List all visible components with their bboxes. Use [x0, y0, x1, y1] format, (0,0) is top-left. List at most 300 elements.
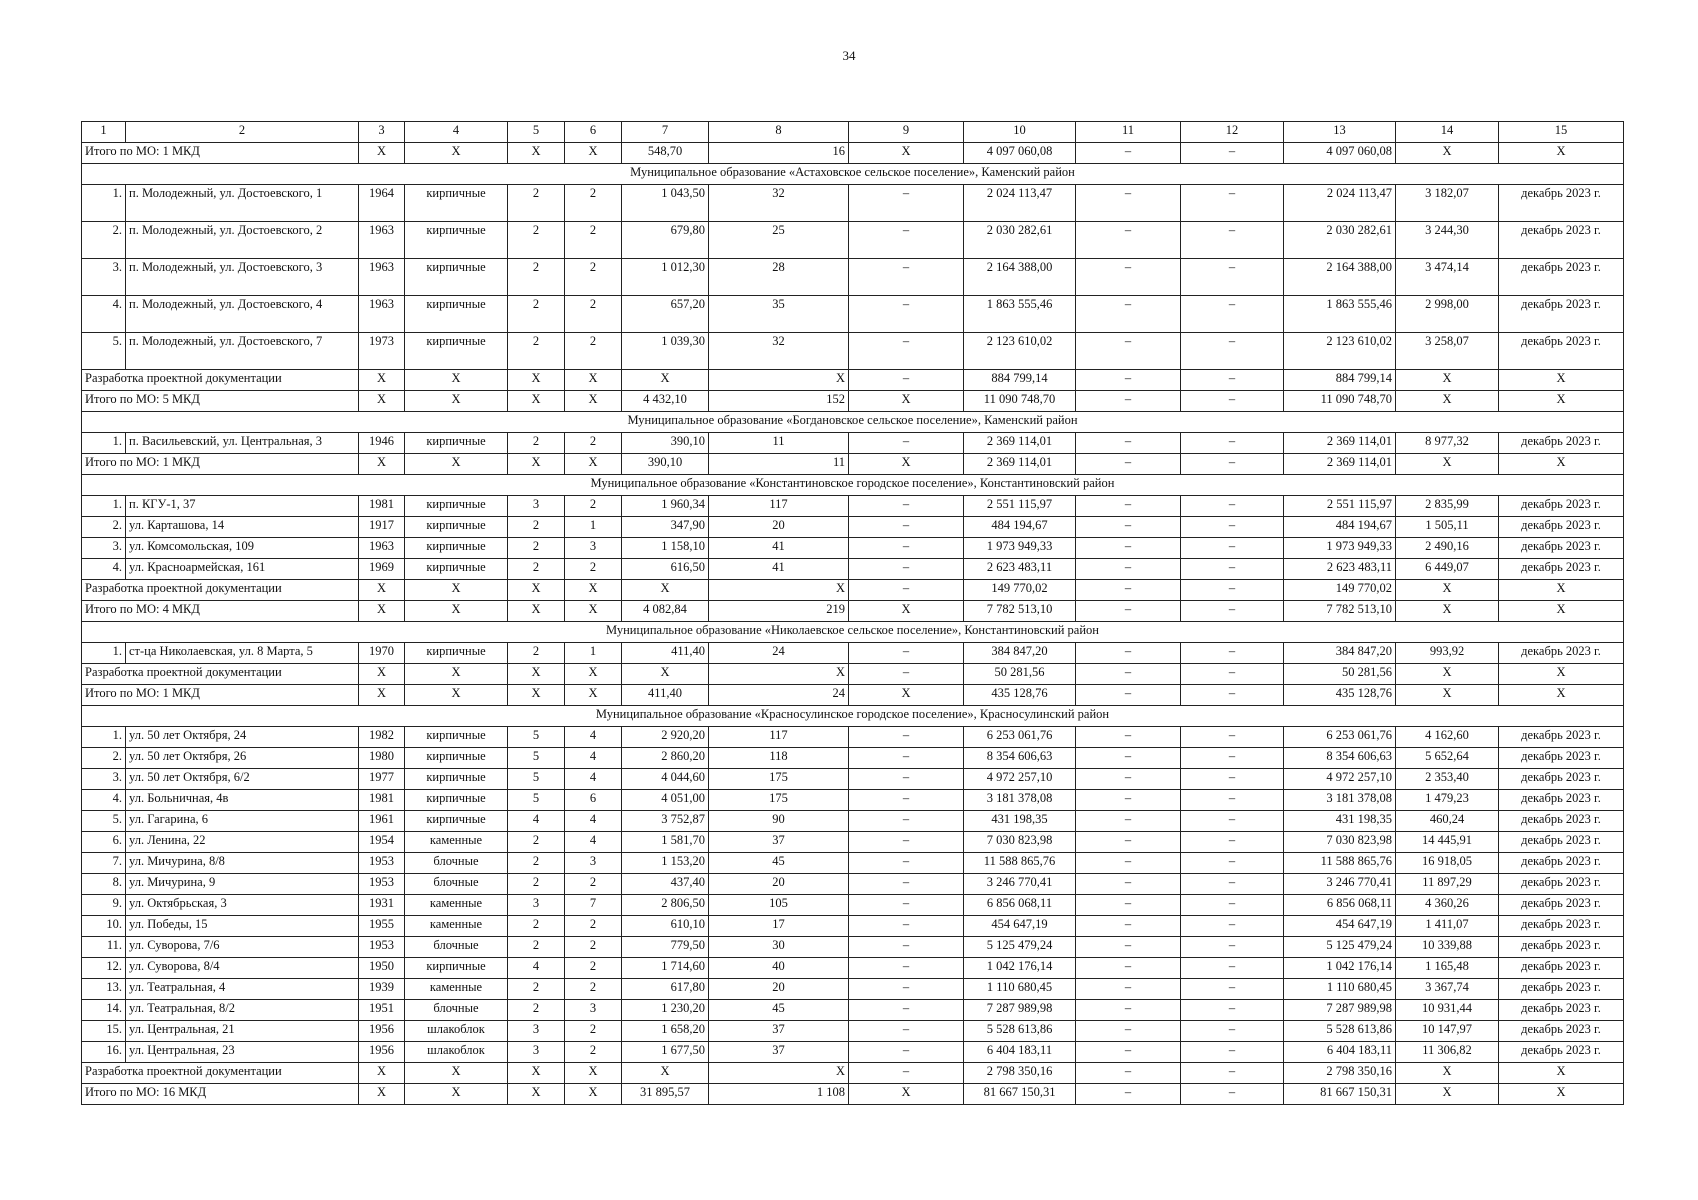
row-number: 5.	[82, 811, 126, 832]
table-cell: 2	[508, 538, 565, 559]
table-cell: 1980	[359, 748, 405, 769]
row-number: 16.	[82, 1042, 126, 1063]
table-cell: 2 490,16	[1396, 538, 1499, 559]
table-cell: 1953	[359, 853, 405, 874]
table-row	[82, 1000, 1624, 1021]
row-number: 1.	[82, 185, 126, 222]
table-cell: 4	[565, 811, 622, 832]
table-cell: шлакоблок	[405, 1021, 508, 1042]
table-cell: блочные	[405, 853, 508, 874]
table-cell: 4	[508, 811, 565, 832]
table-cell: 657,20	[622, 296, 709, 333]
table-cell: 14 445,91	[1396, 832, 1499, 853]
table-cell: X	[1396, 391, 1499, 412]
address-cell: ул. Октябрьская, 3	[126, 895, 359, 916]
address-cell: ул. Центральная, 23	[126, 1042, 359, 1063]
table-cell: 484 194,67	[964, 517, 1076, 538]
table-cell: 105	[709, 895, 849, 916]
table-cell: 37	[709, 832, 849, 853]
table-cell: 2 123 610,02	[964, 333, 1076, 370]
table-cell: 6 404 183,11	[964, 1042, 1076, 1063]
table-cell: –	[1076, 811, 1181, 832]
table-cell: 1950	[359, 958, 405, 979]
table-cell: кирпичные	[405, 185, 508, 222]
table-cell: 3 182,07	[1396, 185, 1499, 222]
table-cell: 11	[709, 433, 849, 454]
table-cell: 175	[709, 769, 849, 790]
table-cell: 435 128,76	[1284, 685, 1396, 706]
table-cell: 2	[565, 433, 622, 454]
table-cell: –	[1181, 1042, 1284, 1063]
address-cell: ул. 50 лет Октября, 24	[126, 727, 359, 748]
table-cell: 2 551 115,97	[1284, 496, 1396, 517]
address-cell: ул. Суворова, 8/4	[126, 958, 359, 979]
table-cell: –	[849, 259, 964, 296]
table-cell: X	[565, 391, 622, 412]
table-cell: 149 770,02	[964, 580, 1076, 601]
table-cell: кирпичные	[405, 958, 508, 979]
housing-repair-table	[81, 121, 1624, 1105]
table-cell: X	[1499, 370, 1624, 391]
section-header-row	[82, 475, 1624, 496]
table-cell: X	[405, 143, 508, 164]
table-cell: 484 194,67	[1284, 517, 1396, 538]
table-cell: –	[849, 433, 964, 454]
table-cell: 2	[508, 832, 565, 853]
table-cell: –	[1076, 1063, 1181, 1084]
table-cell: 384 847,20	[964, 643, 1076, 664]
address-cell: ул. Центральная, 21	[126, 1021, 359, 1042]
table-cell: X	[1396, 580, 1499, 601]
table-cell: 10 931,44	[1396, 1000, 1499, 1021]
table-cell: 1 658,20	[622, 1021, 709, 1042]
table-cell: декабрь 2023 г.	[1499, 643, 1624, 664]
table-cell: –	[849, 643, 964, 664]
table-cell: 5 528 613,86	[1284, 1021, 1396, 1042]
address-cell: ул. Победы, 15	[126, 916, 359, 937]
table-cell: –	[849, 296, 964, 333]
table-cell: –	[1076, 559, 1181, 580]
table-cell: 2	[508, 643, 565, 664]
section-title: Муниципальное образование «Астаховское сельское поселение», Каменский район	[82, 164, 1624, 185]
table-cell: –	[1076, 748, 1181, 769]
row-number: 7.	[82, 853, 126, 874]
row-number: 3.	[82, 259, 126, 296]
address-cell: п. КГУ-1, 37	[126, 496, 359, 517]
row-number: 2.	[82, 222, 126, 259]
table-cell: 1 863 555,46	[1284, 296, 1396, 333]
table-cell: 30	[709, 937, 849, 958]
table-cell: –	[1076, 769, 1181, 790]
table-cell: 4 972 257,10	[1284, 769, 1396, 790]
table-cell: –	[1076, 853, 1181, 874]
table-cell: 884 799,14	[1284, 370, 1396, 391]
table-cell: X	[405, 664, 508, 685]
table-cell: декабрь 2023 г.	[1499, 874, 1624, 895]
table-cell: X	[622, 580, 709, 601]
row-number: 15.	[82, 1021, 126, 1042]
table-cell: 1	[565, 517, 622, 538]
table-cell: 6 856 068,11	[964, 895, 1076, 916]
table-cell: –	[849, 811, 964, 832]
table-cell: 16 918,05	[1396, 853, 1499, 874]
table-cell: X	[1396, 664, 1499, 685]
table-cell: кирпичные	[405, 259, 508, 296]
table-cell: –	[1181, 601, 1284, 622]
table-cell: 5	[508, 748, 565, 769]
table-cell: 41	[709, 559, 849, 580]
address-cell: ст-ца Николаевская, ул. 8 Марта, 5	[126, 643, 359, 664]
table-cell: 50 281,56	[1284, 664, 1396, 685]
column-number-cell: 5	[508, 122, 565, 143]
table-row	[82, 895, 1624, 916]
table-cell: –	[1076, 222, 1181, 259]
address-cell: ул. 50 лет Октября, 6/2	[126, 769, 359, 790]
table-cell: 7 030 823,98	[964, 832, 1076, 853]
address-cell: ул. Комсомольская, 109	[126, 538, 359, 559]
table-cell: 2 164 388,00	[964, 259, 1076, 296]
table-cell: –	[1076, 185, 1181, 222]
table-cell: 35	[709, 296, 849, 333]
table-cell: –	[1181, 685, 1284, 706]
table-cell: 8 354 606,63	[1284, 748, 1396, 769]
table-cell: 3	[508, 496, 565, 517]
table-cell: –	[849, 559, 964, 580]
table-cell: 1 042 176,14	[1284, 958, 1396, 979]
table-cell: 435 128,76	[964, 685, 1076, 706]
table-cell: 175	[709, 790, 849, 811]
table-cell: декабрь 2023 г.	[1499, 727, 1624, 748]
table-cell: X	[405, 1063, 508, 1084]
table-cell: 50 281,56	[964, 664, 1076, 685]
table-cell: 460,24	[1396, 811, 1499, 832]
table-cell: декабрь 2023 г.	[1499, 433, 1624, 454]
table-cell: 6	[565, 790, 622, 811]
table-cell: 2	[565, 958, 622, 979]
table-cell: декабрь 2023 г.	[1499, 496, 1624, 517]
table-cell: –	[1181, 296, 1284, 333]
table-cell: –	[849, 496, 964, 517]
row-number: 11.	[82, 937, 126, 958]
table-cell: 2	[508, 259, 565, 296]
table-cell: X	[622, 370, 709, 391]
address-cell: п. Молодежный, ул. Достоевского, 7	[126, 333, 359, 370]
table-cell: X	[359, 1063, 405, 1084]
table-cell: 2 798 350,16	[1284, 1063, 1396, 1084]
table-cell: X	[359, 1084, 405, 1105]
table-cell: X	[508, 580, 565, 601]
table-cell: 6 253 061,76	[1284, 727, 1396, 748]
table-cell: X	[849, 601, 964, 622]
table-cell: 2 623 483,11	[1284, 559, 1396, 580]
table-cell: декабрь 2023 г.	[1499, 222, 1624, 259]
table-cell: 20	[709, 517, 849, 538]
table-cell: –	[1181, 643, 1284, 664]
table-cell: –	[1076, 391, 1181, 412]
table-cell: X	[1499, 664, 1624, 685]
table-row	[82, 559, 1624, 580]
summary-label: Итого по МО: 4 МКД	[82, 601, 359, 622]
table-cell: 4	[565, 748, 622, 769]
table-cell: 2	[508, 222, 565, 259]
table-cell: 3	[565, 853, 622, 874]
table-cell: 3	[508, 1021, 565, 1042]
table-cell: –	[849, 185, 964, 222]
table-cell: 1 677,50	[622, 1042, 709, 1063]
table-cell: декабрь 2023 г.	[1499, 1000, 1624, 1021]
row-number: 4.	[82, 559, 126, 580]
table-cell: X	[565, 370, 622, 391]
table-cell: 390,10	[622, 454, 709, 475]
table-cell: 45	[709, 1000, 849, 1021]
table-cell: 2	[565, 496, 622, 517]
table-cell: 2	[565, 916, 622, 937]
table-cell: 11 090 748,70	[1284, 391, 1396, 412]
table-cell: 1946	[359, 433, 405, 454]
table-cell: 4	[565, 769, 622, 790]
table-cell: 4 082,84	[622, 601, 709, 622]
table-cell: –	[849, 790, 964, 811]
table-cell: блочные	[405, 937, 508, 958]
table-cell: –	[1076, 832, 1181, 853]
table-cell: –	[1181, 222, 1284, 259]
table-cell: 117	[709, 727, 849, 748]
table-cell: 2 164 388,00	[1284, 259, 1396, 296]
table-cell: –	[849, 664, 964, 685]
table-cell: 1 863 555,46	[964, 296, 1076, 333]
table-cell: 4 051,00	[622, 790, 709, 811]
section-title: Муниципальное образование «Константиновское городское поселение», Константиновский район	[82, 475, 1624, 496]
table-cell: 7 782 513,10	[1284, 601, 1396, 622]
table-cell: 41	[709, 538, 849, 559]
table-cell: X	[359, 143, 405, 164]
table-cell: 6 449,07	[1396, 559, 1499, 580]
address-cell: ул. Мичурина, 8/8	[126, 853, 359, 874]
table-cell: 11 588 865,76	[1284, 853, 1396, 874]
table-cell: –	[1076, 538, 1181, 559]
table-row	[82, 517, 1624, 538]
table-cell: –	[1076, 296, 1181, 333]
table-cell: 7 782 513,10	[964, 601, 1076, 622]
row-number: 4.	[82, 296, 126, 333]
table-cell: 1 108	[709, 1084, 849, 1105]
table-cell: –	[1076, 895, 1181, 916]
table-cell: 1956	[359, 1021, 405, 1042]
table-cell: X	[709, 664, 849, 685]
table-cell: 118	[709, 748, 849, 769]
table-row	[82, 496, 1624, 517]
table-cell: 10 147,97	[1396, 1021, 1499, 1042]
table-cell: 4 162,60	[1396, 727, 1499, 748]
table-cell: 2 835,99	[1396, 496, 1499, 517]
table-row	[82, 727, 1624, 748]
table-cell: X	[359, 664, 405, 685]
table-cell: –	[849, 580, 964, 601]
table-cell: декабрь 2023 г.	[1499, 1042, 1624, 1063]
table-cell: –	[1076, 874, 1181, 895]
table-cell: –	[1076, 790, 1181, 811]
table-cell: 28	[709, 259, 849, 296]
table-cell: 1973	[359, 333, 405, 370]
table-cell: 2 806,50	[622, 895, 709, 916]
table-cell: –	[849, 937, 964, 958]
table-cell: 3 474,14	[1396, 259, 1499, 296]
table-cell: 11	[709, 454, 849, 475]
table-cell: 3	[508, 1042, 565, 1063]
table-cell: декабрь 2023 г.	[1499, 937, 1624, 958]
table-cell: 3 246 770,41	[964, 874, 1076, 895]
table-cell: –	[1076, 370, 1181, 391]
table-cell: –	[1181, 1000, 1284, 1021]
table-cell: X	[405, 370, 508, 391]
section-header-row	[82, 622, 1624, 643]
table-cell: X	[405, 580, 508, 601]
table-cell: каменные	[405, 979, 508, 1000]
table-cell: –	[1181, 517, 1284, 538]
table-cell: 3	[565, 538, 622, 559]
table-cell: –	[849, 333, 964, 370]
table-cell: 1	[565, 643, 622, 664]
table-cell: 2	[508, 916, 565, 937]
table-cell: –	[1181, 958, 1284, 979]
table-cell: 1 479,23	[1396, 790, 1499, 811]
summary-label: Итого по МО: 16 МКД	[82, 1084, 359, 1105]
table-cell: каменные	[405, 916, 508, 937]
address-cell: ул. Красноармейская, 161	[126, 559, 359, 580]
table-cell: декабрь 2023 г.	[1499, 958, 1624, 979]
table-cell: X	[1499, 391, 1624, 412]
table-cell: 3 244,30	[1396, 222, 1499, 259]
table-cell: кирпичные	[405, 433, 508, 454]
table-cell: 152	[709, 391, 849, 412]
table-cell: –	[1181, 1021, 1284, 1042]
address-cell: п. Молодежный, ул. Достоевского, 1	[126, 185, 359, 222]
table-cell: 2	[508, 185, 565, 222]
section-title: Муниципальное образование «Красносулинское городское поселение», Красносулинский район	[82, 706, 1624, 727]
table-cell: декабрь 2023 г.	[1499, 769, 1624, 790]
table-row	[82, 1021, 1624, 1042]
table-cell: декабрь 2023 г.	[1499, 811, 1624, 832]
table-cell: 2 920,20	[622, 727, 709, 748]
table-cell: 1963	[359, 259, 405, 296]
table-cell: X	[565, 685, 622, 706]
table-cell: 679,80	[622, 222, 709, 259]
table-cell: 4 044,60	[622, 769, 709, 790]
section-header-row	[82, 412, 1624, 433]
table-cell: 993,92	[1396, 643, 1499, 664]
table-cell: –	[1181, 832, 1284, 853]
table-cell: X	[508, 370, 565, 391]
table-cell: 3 367,74	[1396, 979, 1499, 1000]
table-cell: 1 165,48	[1396, 958, 1499, 979]
table-cell: 24	[709, 643, 849, 664]
table-cell: X	[849, 143, 964, 164]
table-cell: 16	[709, 143, 849, 164]
table-cell: –	[1181, 937, 1284, 958]
table-cell: –	[1076, 454, 1181, 475]
column-number-row	[82, 122, 1624, 143]
table-cell: –	[1181, 391, 1284, 412]
table-cell: 4	[508, 958, 565, 979]
table-cell: 1954	[359, 832, 405, 853]
row-number: 2.	[82, 748, 126, 769]
summary-label: Итого по МО: 1 МКД	[82, 685, 359, 706]
table-cell: 2	[508, 517, 565, 538]
table-cell: 1 110 680,45	[964, 979, 1076, 1000]
table-cell: 149 770,02	[1284, 580, 1396, 601]
table-cell: 5	[508, 727, 565, 748]
row-number: 3.	[82, 769, 126, 790]
table-cell: 3 752,87	[622, 811, 709, 832]
table-cell: 6 404 183,11	[1284, 1042, 1396, 1063]
table-cell: X	[1499, 580, 1624, 601]
table-cell: –	[849, 1021, 964, 1042]
table-cell: 6 253 061,76	[964, 727, 1076, 748]
table-cell: –	[1076, 580, 1181, 601]
table-cell: –	[849, 874, 964, 895]
table-cell: 17	[709, 916, 849, 937]
table-cell: –	[1181, 580, 1284, 601]
table-cell: кирпичные	[405, 333, 508, 370]
table-cell: 2	[508, 937, 565, 958]
table-cell: –	[849, 370, 964, 391]
table-cell: X	[622, 1063, 709, 1084]
summary-label: Разработка проектной документации	[82, 370, 359, 391]
table-cell: 2 353,40	[1396, 769, 1499, 790]
table-cell: 2	[508, 874, 565, 895]
table-cell: –	[1076, 1021, 1181, 1042]
table-cell: –	[1181, 1084, 1284, 1105]
table-cell: 548,70	[622, 143, 709, 164]
table-cell: 5 125 479,24	[1284, 937, 1396, 958]
table-cell: 3 258,07	[1396, 333, 1499, 370]
section-header-row	[82, 164, 1624, 185]
table-cell: –	[1076, 143, 1181, 164]
table-cell: –	[1076, 259, 1181, 296]
table-row	[82, 916, 1624, 937]
table-cell: X	[1499, 454, 1624, 475]
table-cell: каменные	[405, 895, 508, 916]
table-cell: –	[1076, 979, 1181, 1000]
table-cell: –	[1181, 979, 1284, 1000]
table-cell: 31 895,57	[622, 1084, 709, 1105]
table-cell: 8 977,32	[1396, 433, 1499, 454]
column-number-cell: 11	[1076, 122, 1181, 143]
address-cell: п. Васильевский, ул. Центральная, 3	[126, 433, 359, 454]
summary-row	[82, 1063, 1624, 1084]
table-cell: –	[1181, 333, 1284, 370]
table-cell: кирпичные	[405, 538, 508, 559]
table-cell: X	[359, 391, 405, 412]
table-cell: X	[508, 1063, 565, 1084]
table-cell: 1953	[359, 874, 405, 895]
column-number-cell: 3	[359, 122, 405, 143]
table-cell: 24	[709, 685, 849, 706]
summary-row	[82, 685, 1624, 706]
table-cell: –	[849, 958, 964, 979]
table-row	[82, 643, 1624, 664]
table-cell: –	[1076, 496, 1181, 517]
table-cell: кирпичные	[405, 790, 508, 811]
table-cell: 11 588 865,76	[964, 853, 1076, 874]
table-row	[82, 811, 1624, 832]
table-cell: декабрь 2023 г.	[1499, 296, 1624, 333]
table-body	[82, 122, 1624, 1105]
table-cell: 1963	[359, 296, 405, 333]
address-cell: ул. Театральная, 4	[126, 979, 359, 1000]
table-cell: –	[1181, 748, 1284, 769]
table-cell: декабрь 2023 г.	[1499, 259, 1624, 296]
